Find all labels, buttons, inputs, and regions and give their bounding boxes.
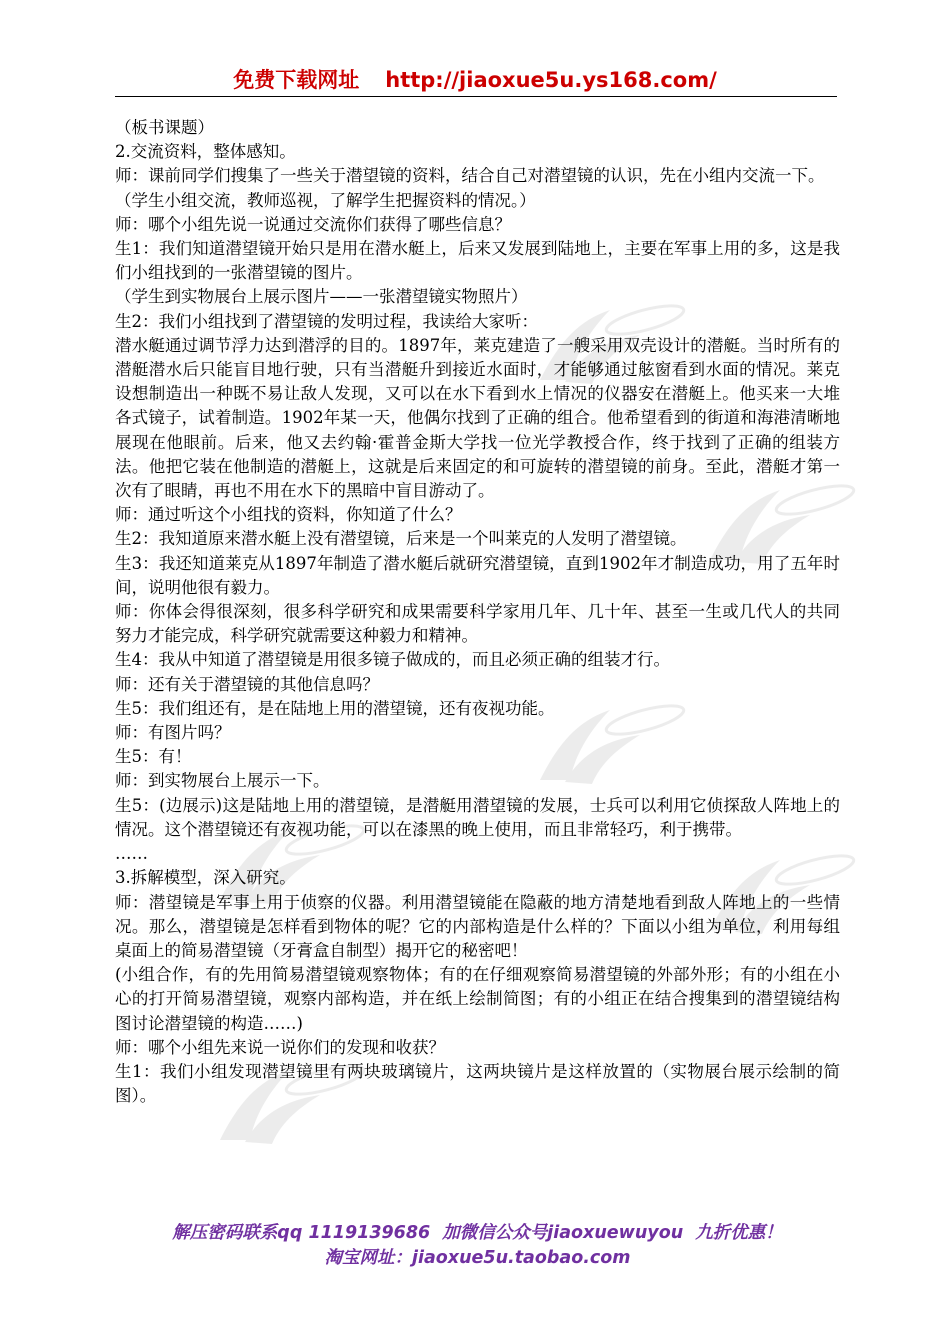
paragraph: 生2：我知道原来潜水艇上没有潜望镜，后来是一个叫莱克的人发明了潜望镜。 <box>115 529 687 549</box>
paragraph: （板书课题） <box>115 118 214 137</box>
footer-promo: 九折优惠！ <box>695 1223 783 1243</box>
header-divider <box>115 96 837 97</box>
paragraph: (小组合作，有的先用简易潜望镜观察物体；有的在仔细观察简易潜望镜的外部外形；有的小组在小心的打开简易潜望镜，观察内部构造，并在纸上绘制简图；有的小组正在结合搜集到的潜望镜结构图讨论潜望镜的构造……) <box>115 965 840 1033</box>
footer-taobao-label: 淘宝网址： <box>324 1248 412 1268</box>
footer-prefix: 解压密码联系 <box>172 1223 278 1243</box>
ellipsis: …… <box>115 844 148 864</box>
section-heading: 3.拆解模型，深入研究。 <box>115 868 296 888</box>
header-url-link[interactable]: http://jiaoxue5u.ys168.com/ <box>385 68 717 92</box>
header-label: 免费下载网址 <box>233 68 360 92</box>
footer-line-1 <box>115 1219 840 1244</box>
paragraph: 生1：我们小组发现潜望镜里有两块玻璃镜片，这两块镜片是这样放置的（实物展台展示绘制的简图）。 <box>115 1061 840 1106</box>
paragraph: （学生小组交流，教师巡视，了解学生把握资料的情况。） <box>115 190 536 210</box>
paragraph: 生5：我们组还有，是在陆地上用的潜望镜，还有夜视功能。 <box>115 698 555 718</box>
paragraph: 师：课前同学们搜集了一些关于潜望镜的资料，结合自己对潜望镜的认识，先在小组内交流一下。 <box>115 166 825 186</box>
paragraph: 生2：我们小组找到了潜望镜的发明过程，我读给大家听： <box>115 311 538 331</box>
paragraph: 师：到实物展台上展示一下。 <box>115 771 330 791</box>
paragraph: 师：你体会得很深刻，很多科学研究和成果需要科学家用几年、几十年、甚至一生或几代人的共同努力才能完成，科学研究就需要这种毅力和精神。 <box>115 602 840 646</box>
paragraph: 师：哪个小组先说一说通过交流你们获得了哪些信息？ <box>115 214 511 234</box>
paragraph: 师：还有关于潜望镜的其他信息吗？ <box>115 674 379 694</box>
paragraph: 师：通过听这个小组找的资料，你知道了什么？ <box>115 505 462 525</box>
paragraph: 师：哪个小组先来说一说你们的发现和收获？ <box>115 1037 445 1057</box>
paragraph: 生3：我还知道莱克从1897年制造了潜水艇后就研究潜望镜，直到1902年才制造成功，用了五年时间，说明他很有毅力。 <box>115 553 840 597</box>
paragraph: 生4：我从中知道了潜望镜是用很多镜子做成的，而且必须正确的组装才行。 <box>115 650 670 670</box>
paragraph: 生5：(边展示)这是陆地上用的潜望镜，是潜艇用潜望镜的发展，士兵可以利用它侦探敌人阵地上的情况。这个潜望镜还有夜视功能，可以在漆黑的晚上使用，而且非常轻巧，利于携带。 <box>115 795 840 839</box>
footer-taobao-link[interactable]: jiaoxue5u.taobao.com <box>411 1248 631 1268</box>
paragraph: 生5：有！ <box>115 747 192 767</box>
paragraph: 师：有图片吗？ <box>115 723 231 743</box>
section-heading: 2.交流资料，整体感知。 <box>115 142 296 162</box>
paragraph: 潜水艇通过调节浮力达到潜浮的目的。1897年，莱克建造了一艘采用双壳设计的潜艇。当时所有的潜艇潜水后只能盲目地行驶，只有当潜艇升到接近水面时，才能够通过舷窗看到水面的情况。莱克设想制造出一种既不易让敌人发现，又可以在水下看到水上情况的仪器安在潜艇上。他买来一大堆各式镜子，试着制造。1902年某一天，他偶尔找到了正确的组合。他希望看到的街道和海港清晰地展现在他眼前。后来，他又去约翰·霍普金斯大学找一位光学教授合作，终于找到了正确的组装方法。他把它装在他制造的潜艇上，这就是后来固定的和可旋转的潜望镜的前身。至此，潜艇才第一次有了眼睛，再也不用在水下的黑暗中盲目游动了。 <box>115 335 840 501</box>
footer-wechat-label: 加微信公众号 <box>442 1223 548 1243</box>
footer-line-2 <box>115 1244 840 1269</box>
footer-wechat-id: jiaoxuewuyou <box>547 1223 684 1243</box>
page-header <box>115 64 835 96</box>
paragraph: 生1：我们知道潜望镜开始只是用在潜水艇上，后来又发展到陆地上，主要在军事上用的多，这是我们小组找到的一张潜望镜的图片。 <box>115 239 840 283</box>
footer-qq: qq 1119139686 <box>277 1223 431 1243</box>
document-body <box>115 116 840 1108</box>
paragraph: 师：潜望镜是军事上用于侦察的仪器。利用潜望镜能在隐蔽的地方清楚地看到敌人阵地上的一些情况。那么，潜望镜是怎样看到物体的呢？它的内部构造是什么样的？下面以小组为单位，利用每组桌面上的简易潜望镜（牙膏盒自制型）揭开它的秘密吧！ <box>115 892 840 960</box>
paragraph: （学生到实物展台上展示图片——一张潜望镜实物照片） <box>115 287 528 307</box>
